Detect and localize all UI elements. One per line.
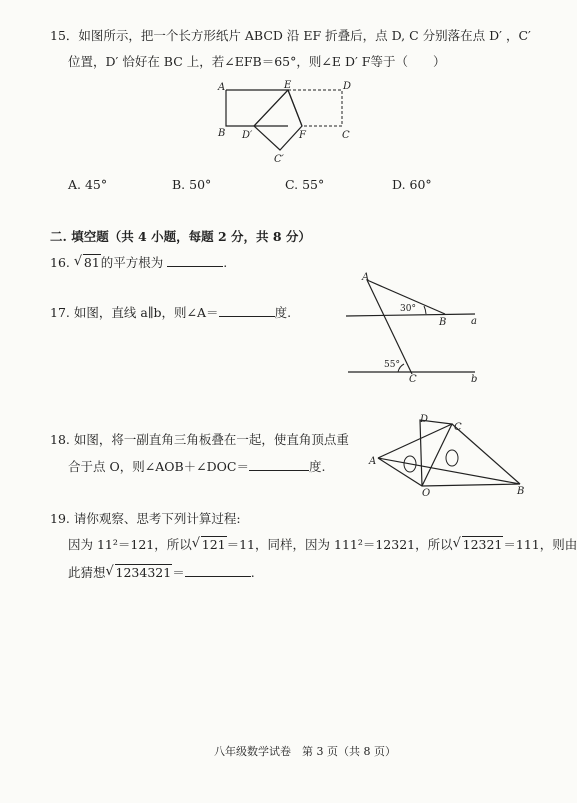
label-c-prime: C′ [274,154,284,165]
label-d-prime: D′ [242,130,253,141]
label-o-vertex: O [422,488,431,499]
q17 [50,304,291,321]
q18-line2: 合于点 O，则∠AOB＋∠DOC＝ [68,459,249,474]
page-footer: 八年级数学试卷 第 3 页（共 8 页） [214,745,396,758]
label-b-vertex: B [517,486,525,497]
triangle-aob [378,458,520,486]
q16-radical: √ 81 [73,254,100,270]
label-c-point: C [409,374,417,385]
q16-radicand: 81 [83,255,100,270]
folded-flap [254,90,302,150]
q19-radical-2: √ 12321 [452,536,503,552]
q15-option-c: C. 55° [285,177,325,192]
q19-radicand-2: 12321 [462,537,503,552]
q16-answer-blank[interactable] [167,254,223,267]
q17-answer-blank[interactable] [219,304,275,317]
label-d-vertex: D [420,414,429,425]
q17-parallel-lines-figure [340,268,490,390]
q15-option-a: A. 45° [68,177,108,192]
label-e: E [284,80,292,91]
q18-line2-wrap [68,458,325,475]
q16-end: . [223,255,228,270]
q19-line2 [68,537,577,553]
q15-fold-figure [210,78,360,170]
q19-l3b: ＝ [172,565,185,580]
q18-triangles-figure [366,412,534,498]
label-c: C [342,130,350,141]
q19-radical-3: √ 1234321 [105,564,172,580]
label-a-point: A [362,272,370,283]
label-d: D [343,81,352,92]
label-f: F [299,130,306,141]
angle-55: 55° [384,360,400,370]
label-a-vertex: A [369,456,377,467]
q18-answer-blank[interactable] [249,458,309,471]
q16-number: 16. [50,255,70,270]
q19-l2b: ＝11，同样，因为 111²＝12321，所以 [226,537,453,552]
label-c-vertex: C [454,422,462,433]
q15-line2: 位置，D′ 恰好在 BC 上，若∠EFB＝65°，则∠E D′ F等于（ ） [68,54,446,69]
q19-radical-1: √ 121 [191,536,226,552]
q15-option-b: B. 50° [172,177,212,192]
q19-l3a: 此猜想 [68,565,106,580]
q16-text: 的平方根为 [100,255,164,270]
label-line-a: a [471,316,477,327]
q15-line1: 15．如图所示，把一个长方形纸片 ABCD 沿 EF 折叠后，点 D, C 分别落在点 D′ ，C′ [50,28,531,43]
q19-l2c: ＝111，则由 [503,537,577,552]
q19-radicand-1: 121 [201,537,226,552]
q18-line1: 18. 如图，将一副直角三角板叠在一起，使直角顶点重 [50,432,349,447]
q19-answer-blank[interactable] [185,564,251,577]
q19-radicand-3: 1234321 [115,565,172,580]
line-a [346,314,475,316]
q19-line1: 19. 请你观察、思考下列计算过程: [50,511,241,526]
label-line-b: b [471,374,478,385]
q17-unit: 度. [274,305,292,320]
q16 [50,254,227,271]
label-a: A [218,82,226,93]
label-b: B [218,128,226,139]
q19-l2a: 因为 11²＝121，所以 [68,537,192,552]
q19-line3 [68,564,255,581]
angle-30: 30° [400,304,416,314]
q19-end: . [250,565,255,580]
q18-unit: 度. [308,459,326,474]
q15-option-d: D. 60° [392,177,432,192]
rectangle-folded-dashed [288,90,342,126]
section-heading: 二. 填空题（共 4 小题，每题 2 分，共 8 分） [50,229,311,244]
label-b-point: B [439,317,447,328]
q17-text: 17. 如图，直线 a∥b，则∠A＝ [50,305,219,320]
